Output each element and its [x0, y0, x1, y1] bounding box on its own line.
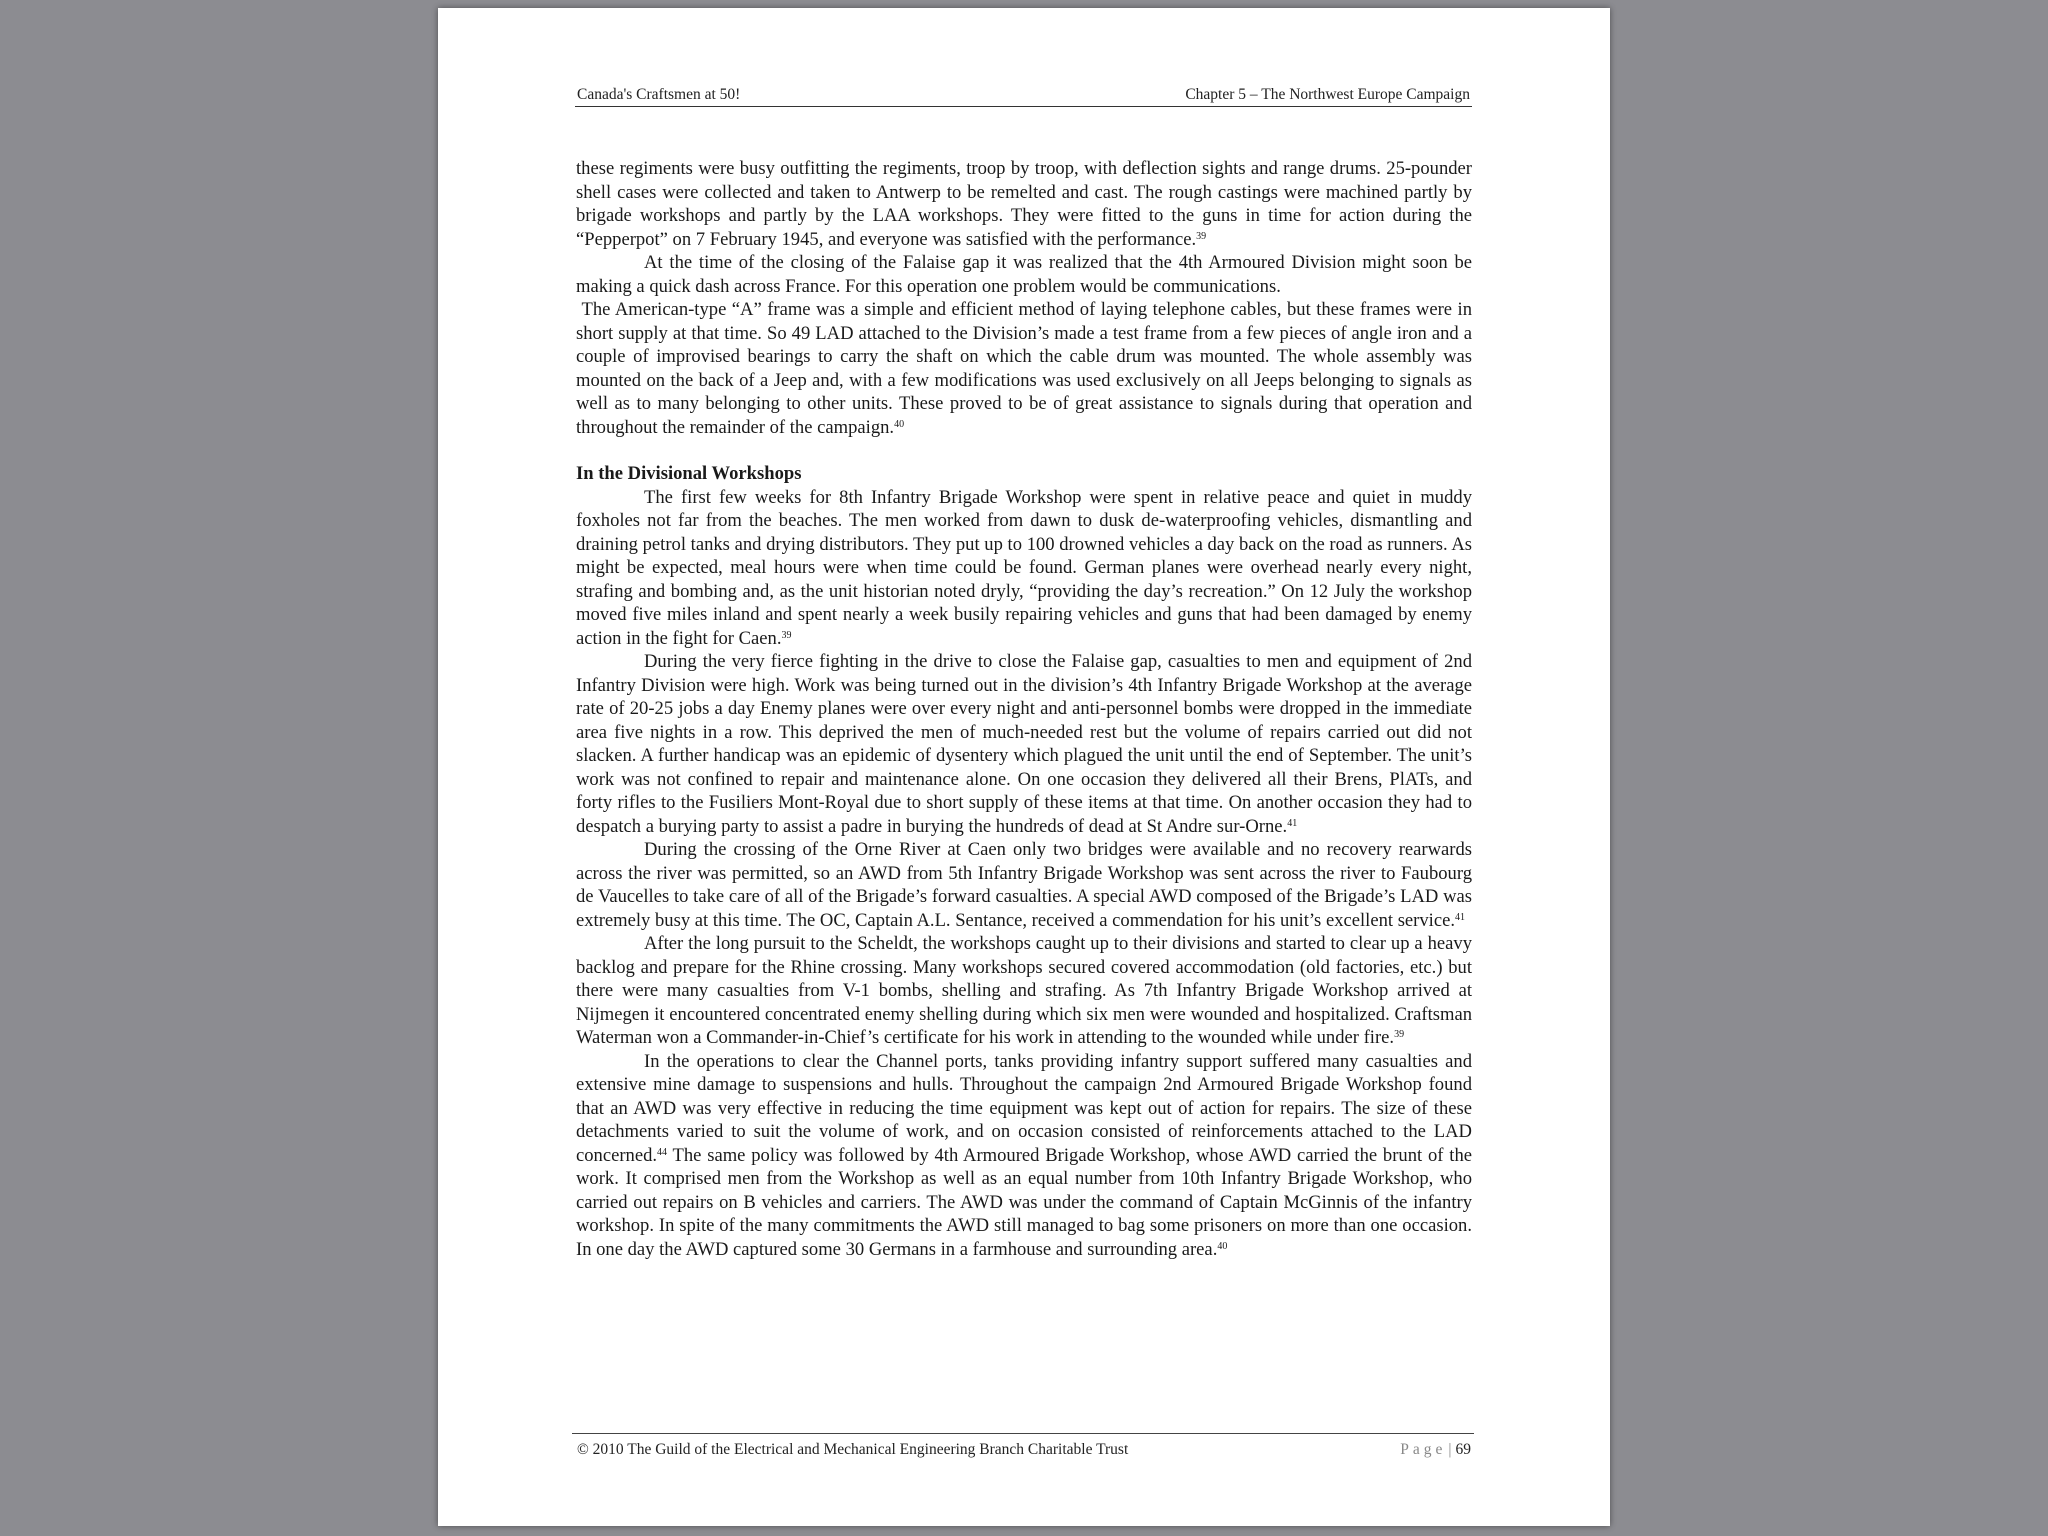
page-body [576, 157, 1477, 1261]
section-heading: In the Divisional Workshops [576, 463, 802, 484]
paragraph: At the time of the closing of the Falaise gap it was realized that the 4th Armoured Division might soon be making a quick dash across France. For this operation one problem would be communications. [576, 252, 1472, 297]
paragraph: these regiments were busy outfitting the regiments, troop by troop, with deflection sights and range drums. 25-pounder shell cases were collected and taken to Antwerp to be remelted and cast. The rough castings were machined partly by brigade workshops and partly by the LAA workshops. They were fitted to the guns in time for action during the “Pepperpot” on 7 February 1945, and everyone was satisfied with the performance.$^{39}$ [576, 158, 1472, 250]
footnote-ref: 44 [657, 1146, 668, 1158]
page-number: 69 [1455, 1441, 1471, 1458]
running-header [575, 80, 1472, 107]
header-book-title: Canada's Craftsmen at 50! [577, 86, 741, 103]
paragraph: During the very fierce fighting in the drive to close the Falaise gap, casualties to men and equipment of 2nd Infantry Division were high. Work was being turned out in the division’s 4th Infantry Brigade Workshop at the average rate of 20-25 jobs a day Enemy planes were over every night and anti-personnel bombs were dropped in the immediate area five nights in a row. This deprived the men of much-needed rest but the volume of repairs carried out did not slacken. A further handicap was an epidemic of dysentery which plagued the unit until the end of September. The unit’s work was not confined to repair and maintenance alone. On one occasion they delivered all their Brens, PlATs, and forty rifles to the Fusiliers Mont-Royal due to short supply of these items at that time. On another occasion they had to despatch a burying party to assist a padre in burying the hundreds of dead at St Andre sur-Orne.$^{41}$ [576, 651, 1472, 837]
paragraph: After the long pursuit to the Scheldt, the workshops caught up to their divisions and started to clear up a heavy backlog and prepare for the Rhine crossing. Many workshops secured covered accommodation (old factories, etc.) but there were many casualties from V-1 bombs, shelling and strafing. As 7th Infantry Brigade Workshop arrived at Nijmegen it encountered concentrated enemy shelling during which six men were wounded and hospitalized. Craftsman Waterman won a Commander-in-Chief’s certificate for his work in attending to the wounded while under fire.$^{39}$ [576, 933, 1472, 1048]
footnote-ref: 40 [1217, 1240, 1228, 1252]
footnote-ref: 39 [1196, 230, 1207, 242]
footnote-ref: 39 [781, 629, 792, 641]
section-spacer [576, 439, 1472, 462]
footer-copyright: © 2010 The Guild of the Electrical and Mechanical Engineering Branch Charitable Trust [577, 1441, 1129, 1458]
footer-separator: | [1448, 1441, 1452, 1458]
paragraph: The American-type “A” frame was a simple and efficient method of laying telephone cables, but these frames were in short supply at that time. So 49 LAD attached to the Division’s made a test frame from a few pieces of angle iron and a couple of improvised bearings to carry the shaft on which the cable drum was mounted. The whole assembly was mounted on the back of a Jeep and, with a few modifications was used exclusively on all Jeeps belonging to signals as well as to many belonging to other units. These proved to be of great assistance to signals during that operation and throughout the remainder of the campaign.$^{40}$ [576, 299, 1477, 438]
footnote-ref: 40 [894, 418, 905, 430]
paragraph: During the crossing of the Orne River at Caen only two bridges were available and no recovery rearwards across the river was permitted, so an AWD from 5th Infantry Brigade Workshop was sent across the river to Faubourg de Vaucelles to take care of all of the Brigade’s forward casualties. A special AWD composed of the Brigade’s LAD was extremely busy at this time. The OC, Captain A.L. Sentance, received a commendation for his unit’s excellent service.$^{41}$ [576, 839, 1472, 931]
header-chapter-title: Chapter 5 – The Northwest Europe Campaign [1185, 86, 1470, 103]
footnote-ref: 41 [1455, 911, 1465, 923]
document-page [438, 8, 1610, 1526]
running-footer [572, 1433, 1474, 1464]
footer-page-label: Page [1400, 1441, 1447, 1458]
footnote-ref: 41 [1287, 817, 1298, 829]
footnote-ref: 39 [1394, 1029, 1405, 1040]
paragraph: In the operations to clear the Channel ports, tanks providing infantry support suffered many casualties and extensive mine damage to suspensions and hulls. Throughout the campaign 2nd Armoured Brigade Workshop found that an AWD was very effective in reducing the time equipment was kept out of action for repairs. The size of these detachments varied to suit the volume of work, and on occasion consisted of reinforcements attached to the LAD concerned.$^{44}$ The same policy was followed by 4th Armoured Brigade Workshop, whose AWD carried the brunt of the work. It comprised men from the Workshop as well as an equal number from 10th Infantry Brigade Workshop, who carried out repairs on B vehicles and carriers. The AWD was under the command of Captain McGinnis of the infantry workshop. In spite of the many commitments the AWD still managed to bag some prisoners on more than one occasion. In one day the AWD captured some 30 Germans in a farmhouse and surrounding area.$^{40}$ [576, 1050, 1472, 1260]
paragraph: The first few weeks for 8th Infantry Brigade Workshop were spent in relative peace and quiet in muddy foxholes not far from the beaches. The men worked from dawn to dusk de-waterproofing vehicles, dismantling and draining petrol tanks and drying distributors. They put up to 100 drowned vehicles a day back on the road as runners. As might be expected, meal hours were when time could be found. German planes were overhead nearly every night, strafing and bombing and, as the unit historian noted dryly, “providing the day’s recreation.” On 12 July the workshop moved five miles inland and spent nearly a week busily repairing vehicles and guns that had been damaged by enemy action in the fight for Caen.$^{39}$ [576, 486, 1472, 649]
footer-page-number [1400, 1441, 1471, 1459]
